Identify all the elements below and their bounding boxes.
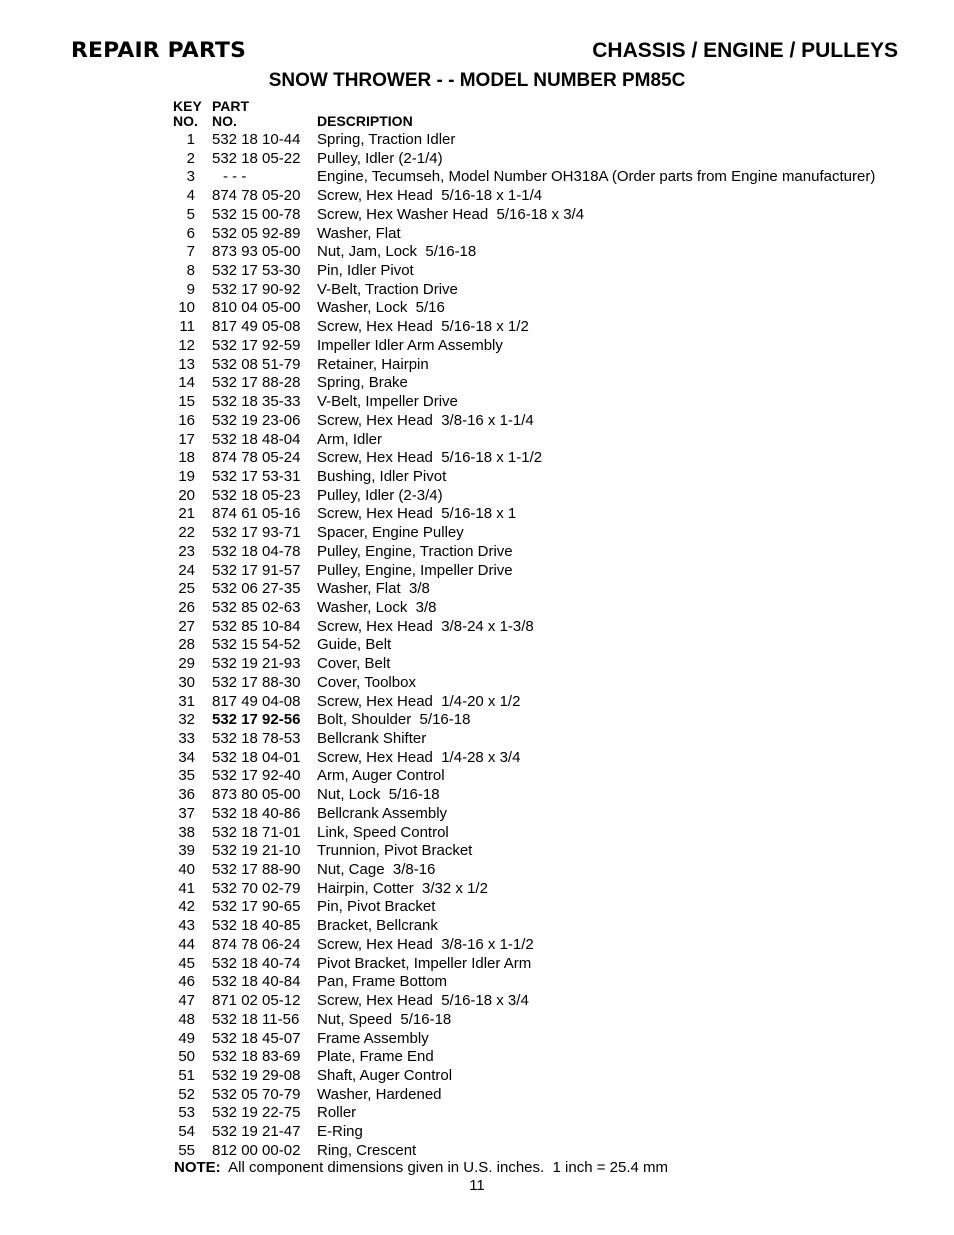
key-number: 49	[178, 1029, 195, 1047]
table-row	[0, 504, 954, 523]
table-row	[0, 1085, 954, 1104]
column-header-part	[212, 99, 249, 129]
table-row	[0, 336, 954, 355]
key-number: 32	[178, 711, 195, 729]
key-number: 31	[178, 692, 195, 710]
table-row	[0, 635, 954, 654]
part-description: Screw, Hex Head 1/4-20 x 1/2	[317, 692, 521, 710]
table-row	[0, 224, 954, 243]
part-description: Pulley, Engine, Impeller Drive	[317, 561, 513, 579]
table-row	[0, 598, 954, 617]
part-number: 532 17 88-90	[212, 861, 301, 879]
part-description: Screw, Hex Head 3/8-16 x 1-1/2	[317, 935, 534, 953]
part-description: Impeller Idler Arm Assembly	[317, 336, 503, 354]
part-number: 532 18 48-04	[212, 430, 301, 448]
part-description: Washer, Lock 3/8	[317, 598, 437, 616]
part-number: 532 17 88-28	[212, 374, 301, 392]
key-number: 2	[186, 149, 195, 167]
part-number: 817 49 05-08	[212, 318, 301, 336]
table-row	[0, 448, 954, 467]
table-row	[0, 242, 954, 261]
part-description: Roller	[317, 1104, 357, 1122]
part-description: Bolt, Shoulder 5/16-18	[317, 711, 471, 729]
table-row	[0, 766, 954, 785]
part-description: Pulley, Idler (2-3/4)	[317, 486, 443, 504]
part-description: Spring, Traction Idler	[317, 131, 456, 148]
table-row	[0, 130, 954, 149]
part-description: Pin, Pivot Bracket	[317, 898, 436, 916]
part-description: Frame Assembly	[317, 1029, 429, 1047]
key-number: 52	[178, 1085, 195, 1103]
key-number: 10	[178, 299, 195, 317]
footnote-label: NOTE:	[174, 1159, 221, 1176]
part-number: 532 18 45-07	[212, 1029, 301, 1047]
key-number: 34	[178, 748, 195, 766]
part-description: Pulley, Idler (2-1/4)	[317, 149, 443, 167]
key-number: 40	[178, 861, 195, 879]
key-number: 16	[178, 411, 195, 429]
part-number: 532 17 93-71	[212, 524, 301, 542]
table-row	[0, 523, 954, 542]
key-number: 47	[178, 992, 195, 1010]
key-number: 36	[178, 786, 195, 804]
key-number: 17	[178, 430, 195, 448]
part-description: Spring, Brake	[317, 374, 408, 392]
part-number: 532 17 91-57	[212, 561, 301, 579]
table-row	[0, 972, 954, 991]
part-description: Shaft, Auger Control	[317, 1066, 453, 1084]
table-row	[0, 542, 954, 561]
part-number: 532 85 10-84	[212, 617, 301, 635]
key-number: 55	[178, 1141, 195, 1159]
part-description: Nut, Jam, Lock 5/16-18	[317, 243, 477, 261]
part-description: Bushing, Idler Pivot	[317, 467, 447, 485]
part-number: 532 19 22-75	[212, 1104, 301, 1122]
key-number: 51	[178, 1066, 195, 1084]
part-number: 871 02 05-12	[212, 992, 301, 1010]
key-number: 30	[178, 673, 195, 691]
table-row	[0, 392, 954, 411]
key-number: 18	[178, 449, 195, 467]
key-number: 22	[178, 524, 195, 542]
part-number: 532 18 83-69	[212, 1048, 301, 1066]
part-description: Plate, Frame End	[317, 1048, 434, 1066]
key-number: 8	[186, 262, 195, 280]
part-number: 532 17 53-31	[212, 467, 301, 485]
column-header-part-line1: PART	[212, 98, 250, 114]
table-row	[0, 1029, 954, 1048]
table-row	[0, 467, 954, 486]
key-number: 25	[178, 580, 195, 598]
part-number: 532 18 40-86	[212, 804, 301, 822]
table-row	[0, 897, 954, 916]
key-number: 39	[178, 842, 195, 860]
part-number: 532 15 00-78	[212, 205, 301, 223]
part-number: 532 19 21-93	[212, 655, 301, 673]
part-number: 532 18 04-01	[212, 748, 301, 766]
part-number: 817 49 04-08	[212, 692, 301, 710]
part-description: E-Ring	[317, 1123, 363, 1141]
table-row	[0, 186, 954, 205]
key-number: 35	[178, 767, 195, 785]
table-row	[0, 149, 954, 168]
part-description: Pin, Idler Pivot	[317, 262, 414, 280]
table-row	[0, 430, 954, 449]
key-number: 37	[178, 804, 195, 822]
part-description: Screw, Hex Head 3/8-16 x 1-1/4	[317, 411, 534, 429]
footnote-text: All component dimensions given in U.S. inches. 1 inch = 25.4 mm	[220, 1159, 668, 1176]
part-number: - - -	[223, 168, 247, 186]
key-number: 26	[178, 598, 195, 616]
key-number: 50	[178, 1048, 195, 1066]
part-description: V-Belt, Impeller Drive	[317, 393, 458, 411]
part-description: Bracket, Bellcrank	[317, 917, 438, 935]
part-description: Pivot Bracket, Impeller Idler Arm	[317, 954, 532, 972]
table-row	[0, 673, 954, 692]
table-row	[0, 1103, 954, 1122]
part-description: Spacer, Engine Pulley	[317, 524, 464, 542]
table-row	[0, 1066, 954, 1085]
key-number: 5	[186, 205, 195, 223]
column-header-part-line2: NO.	[212, 113, 237, 129]
part-number: 532 18 40-74	[212, 954, 301, 972]
column-header-key-line2: NO.	[173, 113, 198, 129]
part-description: Screw, Hex Head 5/16-18 x 3/4	[317, 992, 529, 1010]
key-number: 9	[186, 280, 195, 298]
part-description: Washer, Flat 3/8	[317, 580, 430, 598]
table-row	[0, 617, 954, 636]
key-number: 45	[178, 954, 195, 972]
part-number: 532 18 40-85	[212, 917, 301, 935]
part-description: Cover, Belt	[317, 655, 391, 673]
part-number: 874 78 05-24	[212, 449, 301, 467]
table-row	[0, 261, 954, 280]
key-number: 23	[178, 542, 195, 560]
table-row	[0, 1141, 954, 1160]
key-number: 24	[178, 561, 195, 579]
part-number: 532 18 04-78	[212, 542, 301, 560]
part-description: Retainer, Hairpin	[317, 355, 429, 373]
part-number: 532 17 90-92	[212, 280, 301, 298]
table-row	[0, 710, 954, 729]
table-row	[0, 1047, 954, 1066]
part-number: 873 80 05-00	[212, 786, 301, 804]
key-number: 6	[186, 224, 195, 242]
table-row	[0, 205, 954, 224]
table-row	[0, 280, 954, 299]
part-description: Nut, Speed 5/16-18	[317, 1010, 452, 1028]
part-number: 532 18 71-01	[212, 823, 301, 841]
part-number: 532 18 40-84	[212, 973, 301, 991]
table-row	[0, 879, 954, 898]
part-number: 532 15 54-52	[212, 636, 301, 654]
part-number: 532 85 02-63	[212, 598, 301, 616]
part-number: 532 17 90-65	[212, 898, 301, 916]
part-number: 532 06 27-35	[212, 580, 301, 598]
key-number: 12	[178, 336, 195, 354]
part-description: Screw, Hex Washer Head 5/16-18 x 3/4	[317, 205, 585, 223]
part-description: Screw, Hex Head 5/16-18 x 1-1/4	[317, 187, 543, 205]
table-row	[0, 841, 954, 860]
part-number: 532 18 78-53	[212, 730, 301, 747]
part-number: 532 18 10-44	[212, 131, 301, 148]
part-number: 532 18 35-33	[212, 393, 301, 411]
table-row	[0, 823, 954, 842]
part-description: V-Belt, Traction Drive	[317, 280, 458, 298]
key-number: 13	[178, 355, 195, 373]
part-description: Screw, Hex Head 5/16-18 x 1-1/2	[317, 449, 543, 467]
table-row	[0, 785, 954, 804]
part-description: Pan, Frame Bottom	[317, 973, 448, 991]
part-description: Screw, Hex Head 3/8-24 x 1-3/8	[317, 617, 534, 635]
part-number: 532 70 02-79	[212, 879, 301, 897]
part-number: 532 17 92-59	[212, 336, 301, 354]
part-number: 874 78 05-20	[212, 187, 301, 205]
key-number: 44	[178, 935, 195, 953]
key-number: 1	[186, 131, 195, 148]
table-row	[0, 654, 954, 673]
table-row	[0, 298, 954, 317]
part-number: 810 04 05-00	[212, 299, 301, 317]
part-description: Ring, Crescent	[317, 1141, 417, 1159]
part-description: Cover, Toolbox	[317, 673, 416, 691]
parts-list	[0, 130, 954, 1160]
part-number: 532 18 11-56	[212, 1010, 300, 1028]
part-description: Trunnion, Pivot Bracket	[317, 842, 473, 860]
section-subject: CHASSIS / ENGINE / PULLEYS	[592, 39, 898, 62]
part-number: 812 00 00-02	[212, 1141, 301, 1159]
key-number: 46	[178, 973, 195, 991]
key-number: 38	[178, 823, 195, 841]
part-number: 532 19 21-10	[212, 842, 301, 860]
part-description: Screw, Hex Head 5/16-18 x 1/2	[317, 318, 529, 336]
table-row	[0, 860, 954, 879]
part-description: Guide, Belt	[317, 636, 392, 654]
key-number: 14	[178, 374, 195, 392]
part-description: Engine, Tecumseh, Model Number OH318A (Order parts from Engine manufacturer)	[317, 168, 876, 186]
column-header-key-line1: KEY	[173, 98, 202, 114]
part-number: 532 17 88-30	[212, 673, 301, 691]
part-description: Bellcrank Assembly	[317, 804, 448, 822]
part-number: 874 78 06-24	[212, 935, 301, 953]
part-description: Link, Speed Control	[317, 823, 449, 841]
footnote	[174, 1159, 668, 1176]
part-description: Bellcrank Shifter	[317, 730, 427, 747]
part-description: Pulley, Engine, Traction Drive	[317, 542, 513, 560]
part-description: Screw, Hex Head 5/16-18 x 1	[317, 505, 517, 523]
section-title: REPAIR PARTS	[71, 38, 247, 62]
part-number: 532 17 53-30	[212, 262, 301, 280]
key-number: 11	[179, 318, 195, 336]
part-description: Nut, Cage 3/8-16	[317, 861, 436, 879]
part-description: Arm, Auger Control	[317, 767, 445, 785]
part-number: 532 17 92-56	[212, 711, 301, 729]
part-number: 532 19 21-47	[212, 1123, 301, 1141]
key-number: 42	[178, 898, 195, 916]
part-description: Screw, Hex Head 1/4-28 x 3/4	[317, 748, 521, 766]
table-row	[0, 692, 954, 711]
table-row	[0, 1010, 954, 1029]
key-number: 33	[178, 730, 195, 747]
column-header-description: DESCRIPTION	[317, 113, 413, 129]
table-row	[0, 1122, 954, 1141]
table-row	[0, 167, 954, 186]
table-row	[0, 486, 954, 505]
key-number: 15	[178, 393, 195, 411]
part-description: Hairpin, Cotter 3/32 x 1/2	[317, 879, 488, 897]
table-row	[0, 355, 954, 374]
page-title: SNOW THROWER - - MODEL NUMBER PM85C	[268, 70, 686, 91]
part-number: 532 19 23-06	[212, 411, 301, 429]
table-row	[0, 561, 954, 580]
key-number: 21	[178, 505, 195, 523]
table-row	[0, 991, 954, 1010]
table-row	[0, 935, 954, 954]
part-number: 532 18 05-22	[212, 149, 301, 167]
key-number: 41	[178, 879, 195, 897]
part-description: Nut, Lock 5/16-18	[317, 786, 440, 804]
part-description: Washer, Flat	[317, 224, 401, 242]
part-number: 532 17 92-40	[212, 767, 301, 785]
table-row	[0, 411, 954, 430]
part-number: 532 05 92-89	[212, 224, 301, 242]
key-number: 20	[178, 486, 195, 504]
table-row	[0, 804, 954, 823]
key-number: 54	[178, 1123, 195, 1141]
part-number: 874 61 05-16	[212, 505, 301, 523]
key-number: 43	[178, 917, 195, 935]
part-description: Washer, Hardened	[317, 1085, 442, 1103]
key-number: 3	[186, 168, 195, 186]
table-row	[0, 954, 954, 973]
table-row	[0, 748, 954, 767]
key-number: 48	[178, 1010, 195, 1028]
part-description: Washer, Lock 5/16	[317, 299, 445, 317]
part-description: Arm, Idler	[317, 430, 383, 448]
key-number: 28	[178, 636, 195, 654]
part-number: 532 08 51-79	[212, 355, 301, 373]
table-row	[0, 729, 954, 748]
table-row	[0, 916, 954, 935]
key-number: 29	[178, 655, 195, 673]
part-number: 532 19 29-08	[212, 1066, 301, 1084]
key-number: 19	[178, 467, 195, 485]
key-number: 4	[186, 187, 195, 205]
page-number: 11	[469, 1177, 485, 1194]
table-row	[0, 317, 954, 336]
part-number: 532 05 70-79	[212, 1085, 301, 1103]
table-row	[0, 373, 954, 392]
part-number: 873 93 05-00	[212, 243, 301, 261]
key-number: 53	[178, 1104, 195, 1122]
key-number: 27	[178, 617, 195, 635]
part-number: 532 18 05-23	[212, 486, 301, 504]
column-header-key	[173, 99, 202, 129]
key-number: 7	[186, 243, 195, 261]
table-row	[0, 579, 954, 598]
